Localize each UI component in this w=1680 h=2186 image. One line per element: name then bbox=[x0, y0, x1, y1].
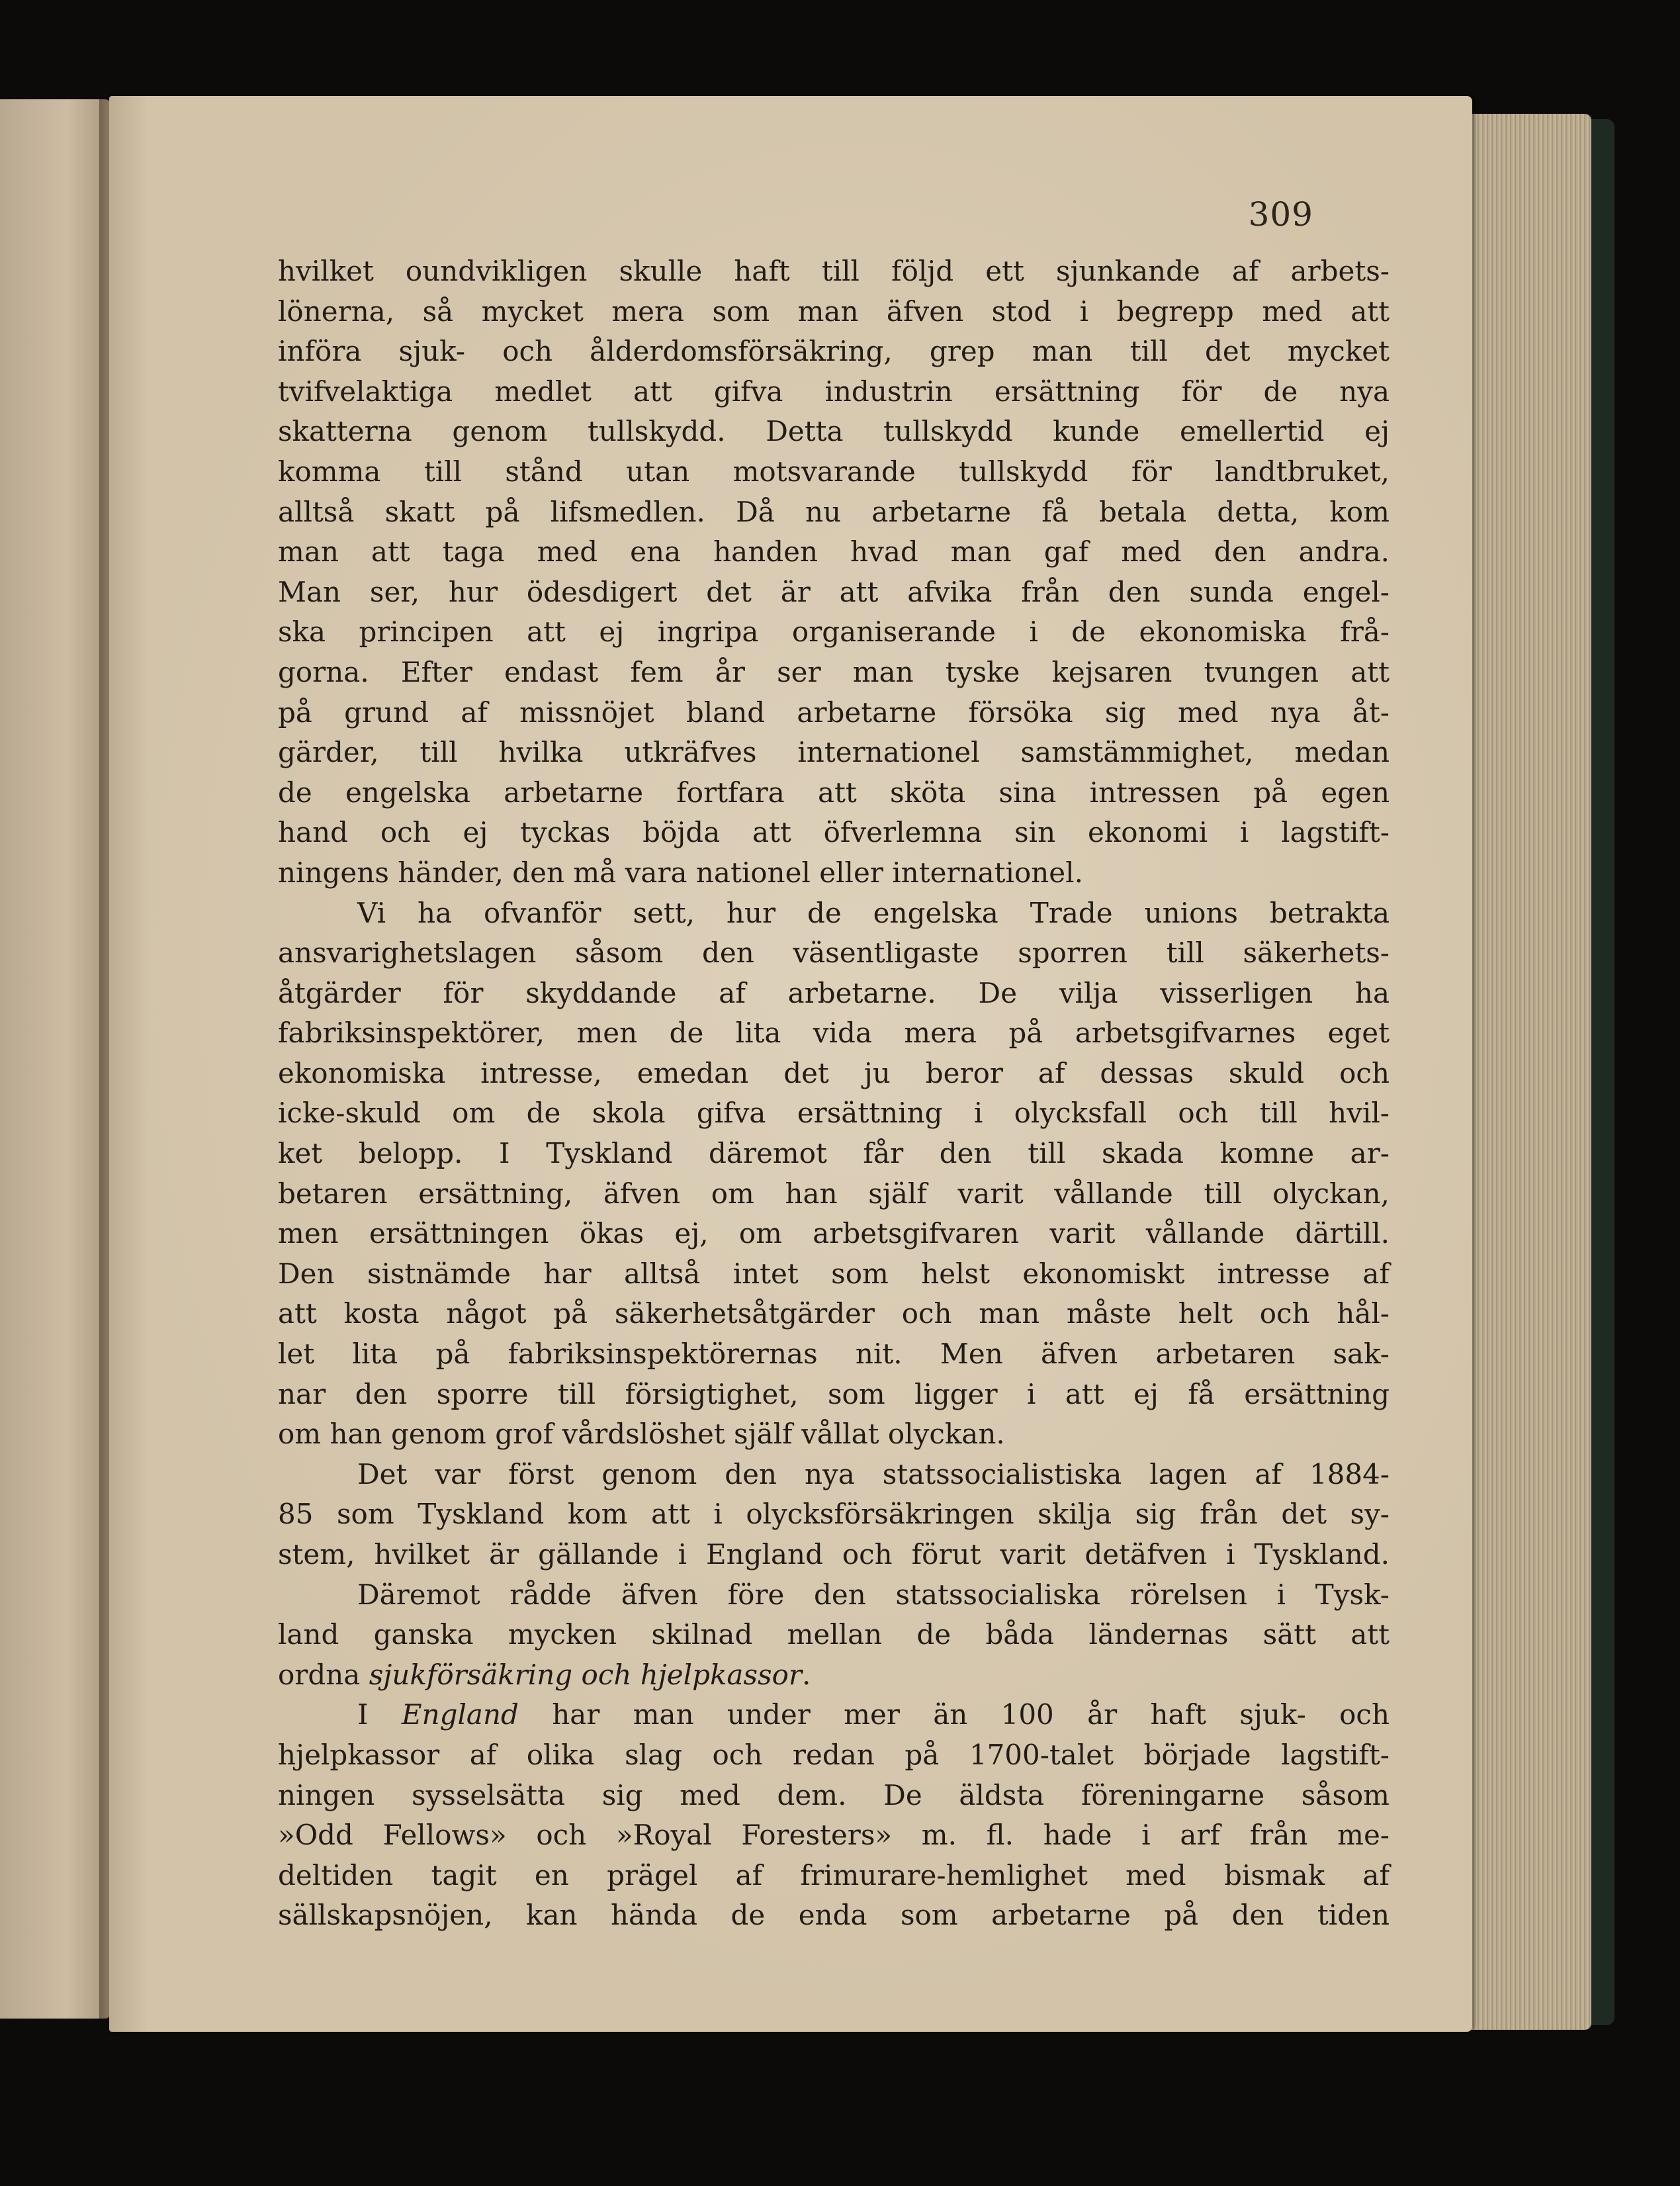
text-line: deltiden tagit en prägel af frimurare-hemlighet med bismak af bbox=[278, 1858, 1390, 1891]
text-line: »Odd Fellows» och »Royal Foresters» m. fl. hade i arf från me- bbox=[278, 1819, 1390, 1852]
text-run: ordna bbox=[278, 1658, 369, 1691]
text-line: Den sistnämde har alltså intet som helst ekonomiskt intresse af bbox=[278, 1257, 1390, 1290]
text-line: ket belopp. I Tyskland däremot får den till skada komne ar- bbox=[278, 1137, 1390, 1170]
text-line bbox=[278, 1695, 1390, 1735]
text-line: åtgärder för skyddande af arbetarne. De vilja visserligen ha bbox=[278, 976, 1390, 1009]
text-line: Däremot rådde äfven före den statssocialiska rörelsen i Tysk- bbox=[357, 1578, 1390, 1611]
text-line: ningens händer, den må vara nationel eller internationel. bbox=[278, 856, 1083, 889]
text-run: har man under mer än 100 år haft sjuk- och bbox=[518, 1698, 1390, 1731]
text-line: 85 som Tyskland kom att i olycksförsäkringen skilja sig från det sy- bbox=[278, 1498, 1390, 1531]
text-line: att kosta något på säkerhetsåtgärder och man måste helt och hål- bbox=[278, 1297, 1390, 1330]
text-line: icke-skuld om de skola gifva ersättning i olycksfall och till hvil- bbox=[278, 1097, 1390, 1130]
text-line: gärder, till hvilka utkräfves internationel samstämmighet, medan bbox=[278, 736, 1390, 769]
text-line: de engelska arbetarne fortfara att sköta sina intressen på egen bbox=[278, 776, 1390, 809]
page-stack-edges bbox=[1466, 114, 1591, 2030]
text-line: ekonomiska intresse, emedan det ju beror af dessas skuld och bbox=[278, 1056, 1390, 1089]
text-run: I bbox=[357, 1698, 402, 1731]
book-cover-edge bbox=[1588, 119, 1614, 2025]
text-line: ningen sysselsätta sig med dem. De äldsta föreningarne såsom bbox=[278, 1778, 1390, 1811]
text-line: om han genom grof vårdslöshet själf vållat olyckan. bbox=[278, 1418, 1005, 1451]
body-text bbox=[278, 251, 1390, 1936]
text-line: hjelpkassor af olika slag och redan på 1700-talet började lagstift- bbox=[278, 1738, 1390, 1771]
text-line: hvilket oundvikligen skulle haft till följd ett sjunkande af arbets- bbox=[278, 255, 1390, 287]
text-line: Det var först genom den nya statssocialistiska lagen af 1884- bbox=[357, 1457, 1390, 1490]
text-line: lönerna, så mycket mera som man äfven stod i begrepp med att bbox=[278, 295, 1390, 328]
page-number: 309 bbox=[1248, 195, 1313, 234]
text-line: land ganska mycken skilnad mellan de båda ländernas sätt att bbox=[278, 1618, 1390, 1651]
text-line: Vi ha ofvanför sett, hur de engelska Trade unions betrakta bbox=[357, 896, 1390, 929]
text-line: ansvarighetslagen såsom den väsentligaste sporren till säkerhets- bbox=[278, 936, 1390, 970]
text-line: skatterna genom tullskydd. Detta tullskydd kunde emellertid ej bbox=[278, 415, 1390, 448]
text-line: komma till stånd utan motsvarande tullskydd för landtbruket, bbox=[278, 455, 1390, 488]
previous-page-edge bbox=[0, 99, 111, 2019]
italic-phrase: England bbox=[401, 1698, 519, 1731]
text-line: betaren ersättning, äfven om han själf varit vållande till olyckan, bbox=[278, 1177, 1390, 1210]
text-line: nar den sporre till försigtighet, som ligger i att ej få ersättning bbox=[278, 1377, 1390, 1410]
text-line: införa sjuk- och ålderdomsförsäkring, grep man till det mycket bbox=[278, 335, 1390, 368]
text-line: gorna. Efter endast fem år ser man tyske kejsaren tvungen att bbox=[278, 655, 1390, 688]
text-line: stem, hvilket är gällande i England och förut varit detäfven i Tyskland. bbox=[278, 1538, 1390, 1571]
text-line: ska principen att ej ingripa organiserande i de ekonomiska frå- bbox=[278, 615, 1390, 649]
text-line: Man ser, hur ödesdigert det är att afvika från den sunda engel- bbox=[278, 575, 1390, 608]
text-line: alltså skatt på lifsmedlen. Då nu arbetarne få betala detta, kom bbox=[278, 495, 1390, 528]
text-line: sällskapsnöjen, kan hända de enda som arbetarne på den tiden bbox=[278, 1899, 1390, 1932]
italic-phrase: sjukförsäkring och hjelpkassor bbox=[369, 1658, 802, 1691]
text-line: på grund af missnöjet bland arbetarne försöka sig med nya åt- bbox=[278, 696, 1390, 729]
text-line bbox=[278, 1655, 1390, 1696]
text-run: . bbox=[801, 1658, 811, 1691]
book-page bbox=[109, 96, 1472, 2032]
text-line: men ersättningen ökas ej, om arbetsgifvaren varit vållande därtill. bbox=[278, 1217, 1390, 1250]
text-line: hand och ej tyckas böjda att öfverlemna sin ekonomi i lagstift- bbox=[278, 816, 1390, 849]
text-line: let lita på fabriksinspektörernas nit. Men äfven arbetaren sak- bbox=[278, 1338, 1390, 1371]
text-line: fabriksinspektörer, men de lita vida mera på arbetsgifvarnes eget bbox=[278, 1017, 1390, 1050]
text-line: tvifvelaktiga medlet att gifva industrin ersättning för de nya bbox=[278, 375, 1390, 408]
text-line: man att taga med ena handen hvad man gaf med den andra. bbox=[278, 535, 1390, 569]
